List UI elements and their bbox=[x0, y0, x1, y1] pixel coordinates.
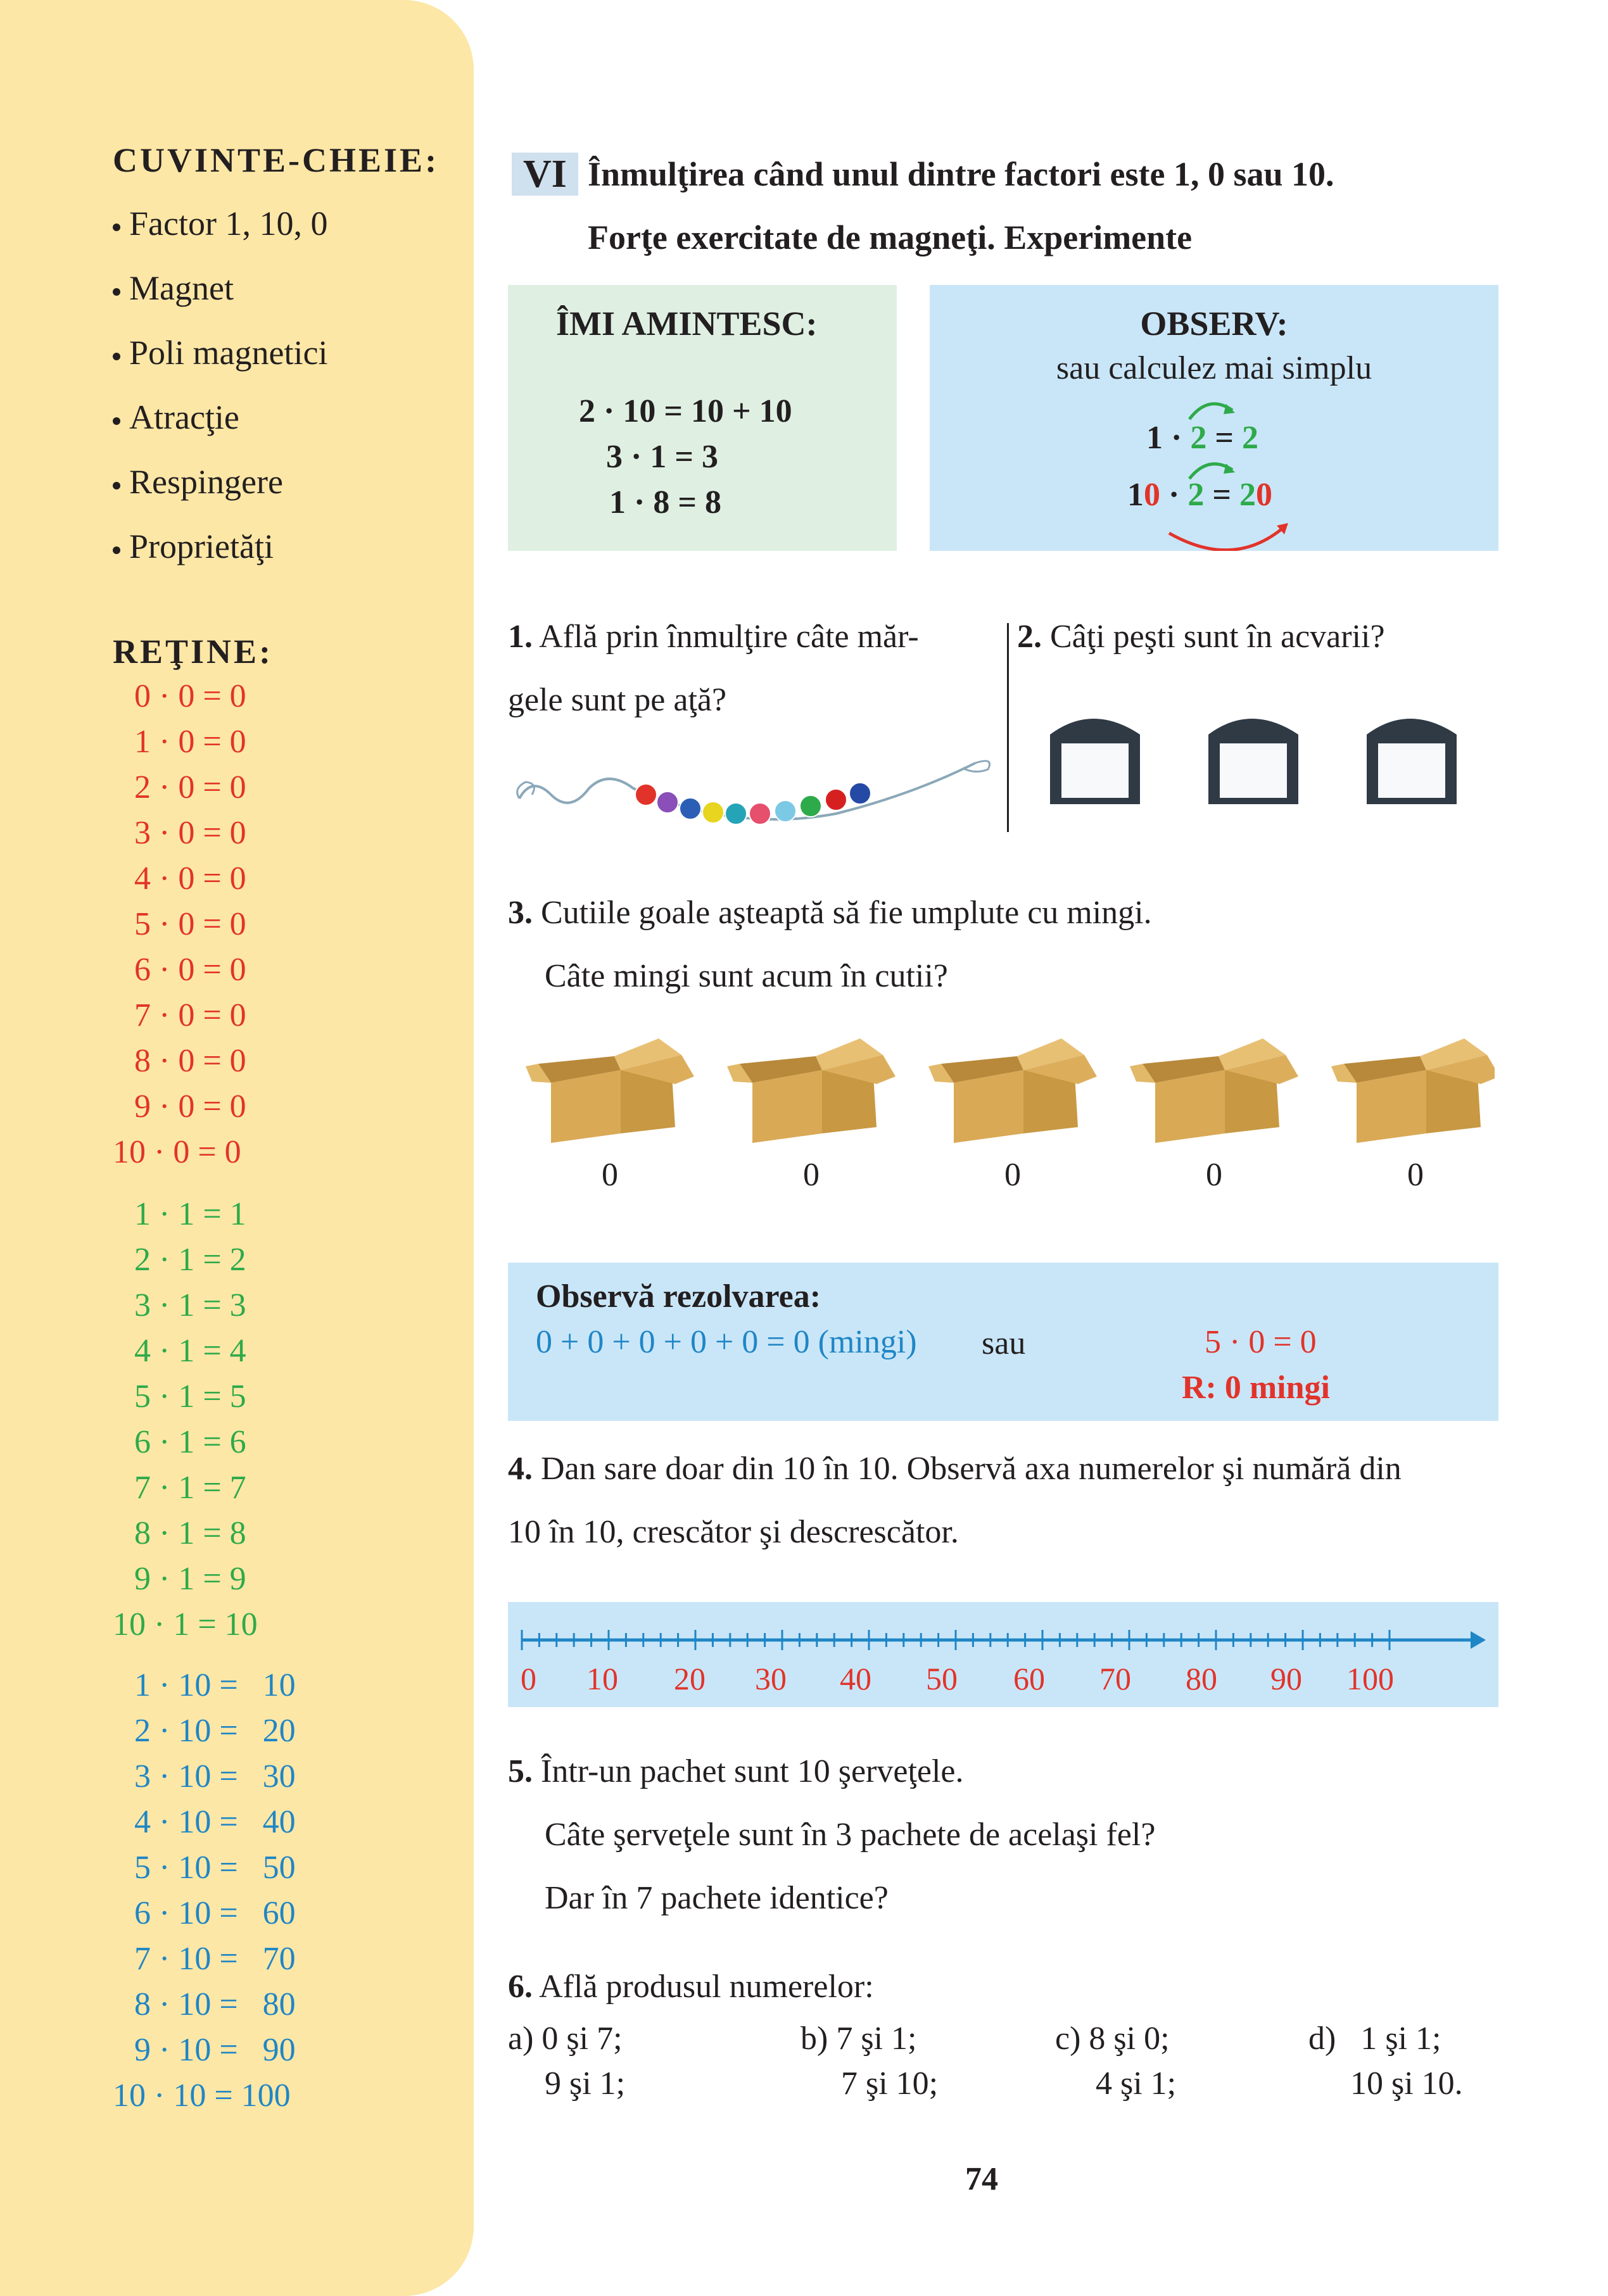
ex6-col-b: b) 7 şi 1; 7 şi 10; bbox=[801, 2021, 939, 2102]
bead bbox=[657, 792, 678, 813]
retine-zero-row: 10 · 0 = 0 bbox=[113, 1134, 241, 1170]
page-number: 74 bbox=[965, 2161, 998, 2197]
observe-title: OBSERV: bbox=[1140, 305, 1288, 343]
resolution-title: Observă rezolvarea: bbox=[536, 1278, 821, 1315]
bead bbox=[680, 798, 701, 819]
resolution-box bbox=[508, 1263, 1498, 1421]
retine-title: REŢINE: bbox=[113, 633, 274, 671]
retine-ten-row: 9 · 10 = 90 bbox=[134, 2032, 296, 2068]
retine-one-row: 1 · 1 = 1 bbox=[134, 1196, 246, 1232]
exercise-divider bbox=[1007, 623, 1009, 832]
ex1-text-line1: 1. Află prin înmulţire câte măr- bbox=[508, 619, 919, 655]
bead-string-illustration bbox=[507, 744, 1001, 833]
empty-box bbox=[928, 1038, 1097, 1143]
retine-one-row: 3 · 1 = 3 bbox=[134, 1287, 246, 1323]
retine-zero-row: 2 · 0 = 0 bbox=[134, 769, 246, 805]
observe-line1: 1 · 2 = 2 bbox=[1146, 420, 1258, 456]
retine-zero-row: 5 · 0 = 0 bbox=[134, 906, 246, 942]
retine-zero-row: 6 · 0 = 0 bbox=[134, 952, 246, 988]
retine-one-row: 9 · 1 = 9 bbox=[134, 1561, 246, 1597]
keyword-item: Magnet bbox=[113, 268, 327, 333]
lesson-title-line1: Înmulţirea când unul dintre factori este 1, 0 sau 10. bbox=[588, 155, 1334, 193]
keyword-item: Proprietăţi bbox=[113, 527, 327, 591]
resolution-or: sau bbox=[982, 1325, 1026, 1361]
number-line-label: 70 bbox=[1099, 1661, 1131, 1696]
retine-ten-row: 1 · 10 = 10 bbox=[134, 1667, 296, 1703]
bead bbox=[849, 783, 871, 804]
retine-zero-row: 8 · 0 = 0 bbox=[134, 1043, 246, 1079]
observe-line2: 10 · 2 = 20 bbox=[1127, 477, 1272, 513]
bead bbox=[635, 784, 657, 805]
bead bbox=[775, 800, 796, 822]
ex4-text-line2: 10 în 10, crescător şi descrescător. bbox=[508, 1514, 959, 1550]
retine-one-row: 6 · 1 = 6 bbox=[134, 1424, 246, 1460]
number-line-label: 50 bbox=[926, 1661, 958, 1696]
ex6-col-c: c) 8 şi 0; 4 şi 1; bbox=[1055, 2021, 1177, 2102]
box-count: 0 bbox=[602, 1157, 618, 1193]
number-line-label: 20 bbox=[674, 1661, 706, 1696]
observe-box bbox=[930, 285, 1498, 551]
retine-one-row: 2 · 1 = 2 bbox=[134, 1242, 246, 1278]
retine-ten-row: 8 · 10 = 80 bbox=[134, 1986, 296, 2022]
empty-box bbox=[1331, 1038, 1495, 1143]
retine-zero-row: 3 · 0 = 0 bbox=[134, 815, 246, 851]
number-line-panel bbox=[508, 1602, 1498, 1707]
box-count: 0 bbox=[1407, 1157, 1424, 1193]
keyword-item: Atracţie bbox=[113, 398, 327, 462]
retine-one-row: 10 · 1 = 10 bbox=[113, 1606, 258, 1643]
aquariums-illustration bbox=[1045, 709, 1476, 811]
bead bbox=[725, 803, 747, 824]
retine-ten-row: 7 · 10 = 70 bbox=[134, 1941, 296, 1977]
keywords-title: CUVINTE-CHEIE: bbox=[113, 141, 440, 179]
resolution-sum: 0 + 0 + 0 + 0 + 0 = 0 (mingi) bbox=[536, 1324, 917, 1360]
ex5-text-line3: Dar în 7 pachete identice? bbox=[545, 1880, 889, 1916]
retine-ten-row: 10 · 10 = 100 bbox=[113, 2078, 291, 2114]
ex2-text: 2. Câţi peşti sunt în acvarii? bbox=[1017, 619, 1385, 655]
retine-one-row: 5 · 1 = 5 bbox=[134, 1378, 246, 1415]
ex4-text-line1: 4. Dan sare doar din 10 în 10. Observă axa numerelor şi numără din bbox=[508, 1451, 1402, 1487]
remember-line: 3 · 1 = 3 bbox=[606, 439, 718, 475]
retine-ten-row: 4 · 10 = 40 bbox=[134, 1804, 296, 1840]
ex5-text-line1: 5. Într-un pachet sunt 10 şerveţele. bbox=[508, 1753, 964, 1789]
number-line-label: 40 bbox=[840, 1661, 871, 1696]
retine-ten-row: 6 · 10 = 60 bbox=[134, 1895, 296, 1931]
retine-zero-row: 0 · 0 = 0 bbox=[134, 678, 246, 714]
retine-ten-row: 2 · 10 = 20 bbox=[134, 1713, 296, 1749]
keywords-list bbox=[113, 204, 327, 591]
number-line-label: 80 bbox=[1186, 1661, 1217, 1696]
lesson-header bbox=[512, 152, 578, 197]
retine-zero-row: 7 · 0 = 0 bbox=[134, 997, 246, 1033]
remember-box bbox=[508, 285, 897, 551]
box-count: 0 bbox=[1004, 1157, 1021, 1193]
ex6-title: 6. Află produsul numerelor: bbox=[508, 1969, 874, 2005]
bead bbox=[749, 803, 771, 824]
ex5-text-line2: Câte şerveţele sunt în 3 pachete de acelaşi fel? bbox=[545, 1817, 1156, 1853]
empty-box bbox=[1130, 1038, 1298, 1143]
number-line-label: 90 bbox=[1270, 1661, 1302, 1696]
retine-zero-row: 4 · 0 = 0 bbox=[134, 861, 246, 897]
number-line-label: 0 bbox=[521, 1661, 536, 1696]
retine-zero-row: 9 · 0 = 0 bbox=[134, 1088, 246, 1125]
empty-box bbox=[727, 1038, 896, 1143]
number-line-label: 10 bbox=[586, 1661, 618, 1696]
number-line-label: 30 bbox=[755, 1661, 787, 1696]
keyword-item: Factor 1, 10, 0 bbox=[113, 204, 327, 268]
empty-boxes-illustration bbox=[526, 1026, 1495, 1146]
number-line-label: 100 bbox=[1346, 1661, 1394, 1696]
lesson-title-line2: Forţe exercitate de magneţi. Experimente bbox=[588, 218, 1193, 256]
bead bbox=[825, 789, 847, 811]
remember-line: 2 · 10 = 10 + 10 bbox=[579, 393, 792, 429]
bead bbox=[702, 802, 724, 823]
number-line-label: 60 bbox=[1013, 1661, 1045, 1696]
box-count: 0 bbox=[803, 1157, 820, 1193]
ex6-col-d: d) 1 şi 1; 10 şi 10. bbox=[1308, 2021, 1463, 2102]
resolution-answer: R: 0 mingi bbox=[1182, 1370, 1330, 1406]
retine-one-row: 8 · 1 = 8 bbox=[134, 1515, 246, 1551]
keyword-item: Respingere bbox=[113, 462, 327, 527]
number-line-arrow bbox=[1471, 1631, 1486, 1649]
keyword-item: Poli magnetici bbox=[113, 333, 327, 398]
ex3-text-line2: Câte mingi sunt acum în cutii? bbox=[545, 958, 948, 994]
ex1-text-line2: gele sunt pe aţă? bbox=[508, 682, 727, 718]
ex3-text-line1: 3. Cutiile goale aşteaptă să fie umplute cu mingi. bbox=[508, 895, 1152, 931]
bead bbox=[800, 795, 821, 817]
remember-title: ÎMI AMINTESC: bbox=[556, 305, 818, 343]
empty-box bbox=[526, 1038, 694, 1143]
resolution-product: 5 · 0 = 0 bbox=[1205, 1324, 1317, 1360]
lesson-badge: VI bbox=[512, 153, 578, 196]
retine-zero-row: 1 · 0 = 0 bbox=[134, 724, 246, 760]
observe-subtitle: sau calculez mai simplu bbox=[1056, 350, 1372, 386]
retine-ten-row: 5 · 10 = 50 bbox=[134, 1850, 296, 1886]
retine-one-row: 4 · 1 = 4 bbox=[134, 1333, 246, 1369]
retine-ten-row: 3 · 10 = 30 bbox=[134, 1758, 296, 1795]
remember-line: 1 · 8 = 8 bbox=[609, 484, 721, 520]
retine-one-row: 7 · 1 = 7 bbox=[134, 1470, 246, 1506]
box-count: 0 bbox=[1206, 1157, 1222, 1193]
ex6-col-a: a) 0 şi 7; 9 şi 1; bbox=[508, 2021, 626, 2102]
